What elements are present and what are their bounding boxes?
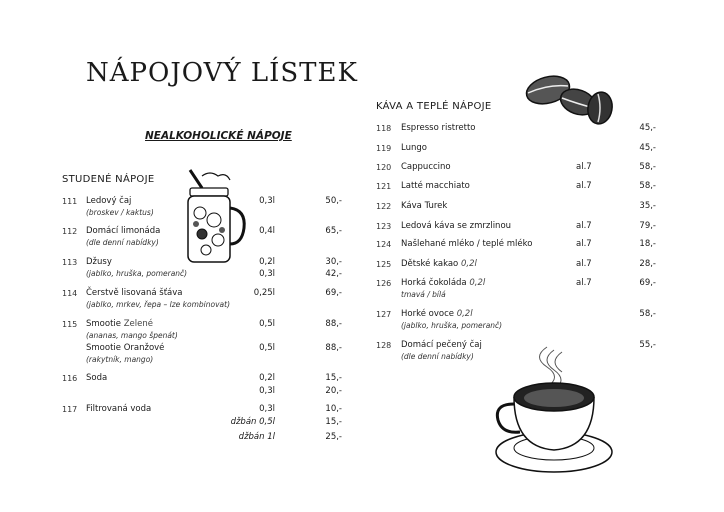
item-name-main: Dětské kakao bbox=[401, 259, 459, 269]
item-price: 88,- bbox=[325, 343, 342, 353]
item-number: 124 bbox=[376, 240, 392, 249]
item-name-main: Horká čokoláda bbox=[401, 278, 467, 288]
item-price: 20,- bbox=[325, 386, 342, 396]
item-name: Domácí pečený čaj bbox=[401, 340, 482, 350]
subsection-cold-drinks: STUDENÉ NÁPOJE bbox=[62, 174, 155, 185]
item-price: 42,- bbox=[325, 269, 342, 279]
item-note: (jablko, hruška, pomeranč) bbox=[86, 269, 188, 278]
item-name bbox=[401, 259, 477, 269]
item-name: Čerstvě lisovaná šťáva bbox=[86, 288, 183, 298]
item-name: Ledová káva se zmrzlinou bbox=[401, 221, 512, 231]
item-volume: 0,2l bbox=[259, 257, 275, 267]
section-title-nonalcoholic: NEALKOHOLICKÉ NÁPOJE bbox=[145, 130, 292, 142]
item-price: 28,- bbox=[639, 259, 656, 269]
item-volume: 0,2l bbox=[469, 278, 486, 288]
item-name bbox=[401, 278, 485, 288]
item-price: 58,- bbox=[639, 181, 656, 191]
item-allergen: al.7 bbox=[576, 181, 592, 191]
item-price: 10,- bbox=[325, 404, 342, 414]
item-price: 58,- bbox=[639, 162, 656, 172]
item-note: (jablko, mrkev, řepa – lze kombinovat) bbox=[86, 300, 231, 309]
item-name: Džusy bbox=[86, 257, 112, 267]
item-price: 25,- bbox=[325, 432, 342, 442]
item-number: 120 bbox=[376, 163, 392, 172]
item-name: Káva Turek bbox=[401, 201, 448, 211]
item-number: 113 bbox=[62, 258, 78, 267]
item-price: 50,- bbox=[325, 196, 342, 206]
item-name: Espresso ristretto bbox=[401, 123, 476, 133]
item-allergen: al.7 bbox=[576, 221, 592, 231]
item-name-main: Smootie bbox=[86, 319, 122, 329]
item-name: Lungo bbox=[401, 143, 427, 153]
item-name: Smootie Oranžové bbox=[86, 343, 165, 353]
item-name: Cappuccino bbox=[401, 162, 451, 172]
item-price: 58,- bbox=[639, 309, 656, 319]
item-price: 30,- bbox=[325, 257, 342, 267]
item-volume: 0,2l bbox=[456, 309, 473, 319]
item-number: 126 bbox=[376, 279, 392, 288]
item-allergen: al.7 bbox=[576, 239, 592, 249]
subsection-coffee-hot-drinks: KÁVA A TEPLÉ NÁPOJE bbox=[376, 101, 492, 112]
item-allergen: al.7 bbox=[576, 162, 592, 172]
item-volume: džbán 1l bbox=[238, 432, 275, 442]
item-volume: 0,4l bbox=[259, 226, 275, 236]
item-price: 65,- bbox=[325, 226, 342, 236]
item-number: 117 bbox=[62, 405, 78, 414]
item-volume: 0,2l bbox=[259, 373, 275, 383]
item-number: 121 bbox=[376, 182, 392, 191]
item-price: 15,- bbox=[325, 417, 342, 427]
item-number: 125 bbox=[376, 260, 392, 269]
item-allergen: al.7 bbox=[576, 259, 592, 269]
item-number: 118 bbox=[376, 124, 392, 133]
item-name: Soda bbox=[86, 373, 108, 383]
item-number: 112 bbox=[62, 227, 78, 236]
item-price: 45,- bbox=[639, 143, 656, 153]
item-volume: 0,3l bbox=[259, 196, 275, 206]
menu-title: NÁPOJOVÝ LÍSTEK bbox=[86, 58, 358, 88]
item-name: Domácí limonáda bbox=[86, 226, 161, 236]
item-price: 55,- bbox=[639, 340, 656, 350]
iced-drink-jar-illustration bbox=[180, 168, 250, 268]
coffee-beans-illustration bbox=[520, 68, 615, 128]
item-note: tmavá / bílá bbox=[401, 290, 446, 299]
item-price: 15,- bbox=[325, 373, 342, 383]
item-price: 88,- bbox=[325, 319, 342, 329]
item-number: 122 bbox=[376, 202, 392, 211]
item-name: Ledový čaj bbox=[86, 196, 132, 206]
item-volume: 0,3l bbox=[259, 386, 275, 396]
item-note: (ananas, mango špenát) bbox=[86, 331, 178, 340]
item-volume: 0,5l bbox=[259, 343, 275, 353]
item-note: (broskev / kaktus) bbox=[86, 208, 154, 217]
item-name bbox=[86, 319, 153, 329]
item-note: (dle denní nabídky) bbox=[401, 352, 474, 361]
item-number: 115 bbox=[62, 320, 78, 329]
item-price: 35,- bbox=[639, 201, 656, 211]
item-number: 114 bbox=[62, 289, 78, 298]
item-note: (rakytník, mango) bbox=[86, 355, 154, 364]
item-number: 116 bbox=[62, 374, 78, 383]
item-volume: džbán 0,5l bbox=[230, 417, 275, 427]
item-name: Filtrovaná voda bbox=[86, 404, 152, 414]
item-note: (dle denní nabídky) bbox=[86, 238, 159, 247]
item-price: 45,- bbox=[639, 123, 656, 133]
item-name: Našlehané mléko / teplé mléko bbox=[401, 239, 533, 249]
item-number: 123 bbox=[376, 222, 392, 231]
item-price: 18,- bbox=[639, 239, 656, 249]
item-volume: 0,3l bbox=[259, 269, 275, 279]
item-price: 79,- bbox=[639, 221, 656, 231]
item-number: 127 bbox=[376, 310, 392, 319]
item-volume: 0,2l bbox=[460, 259, 477, 269]
item-price: 69,- bbox=[639, 278, 656, 288]
item-number: 119 bbox=[376, 144, 392, 153]
coffee-cup-illustration bbox=[492, 342, 622, 477]
item-number: 111 bbox=[62, 197, 78, 206]
item-volume: 0,3l bbox=[259, 404, 275, 414]
item-number: 128 bbox=[376, 341, 392, 350]
item-name: Latté macchiato bbox=[401, 181, 470, 191]
item-note: (jablko, hruška, pomeranč) bbox=[401, 321, 503, 330]
item-name-variant: Zelené bbox=[123, 319, 153, 329]
item-allergen: al.7 bbox=[576, 278, 592, 288]
item-volume: 0,5l bbox=[259, 319, 275, 329]
item-name bbox=[401, 309, 473, 319]
item-volume: 0,25l bbox=[253, 288, 275, 298]
item-name-main: Horké ovoce bbox=[401, 309, 454, 319]
item-price: 69,- bbox=[325, 288, 342, 298]
